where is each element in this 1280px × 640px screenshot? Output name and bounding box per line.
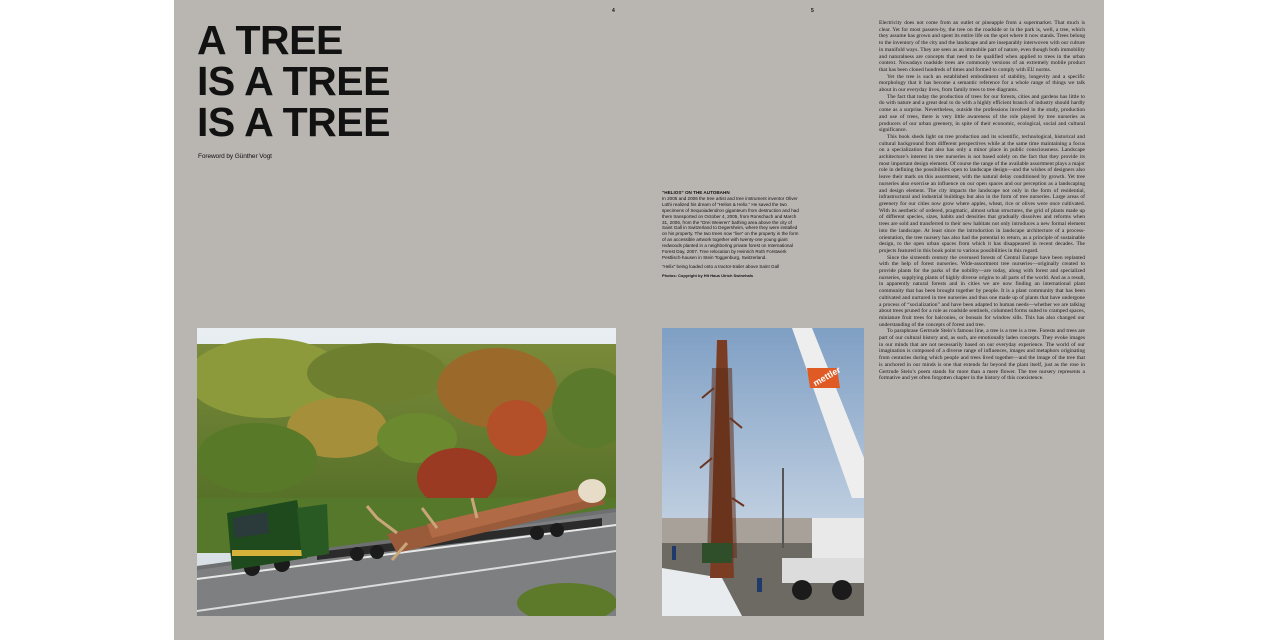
body-paragraph: Since the sixteenth century the overused forests of Central Europe have been replanted with the help of forest nurseries. Wide-assortment tree nurseries—originally created to provide plants for the parks of the nobility—are today, along with forest and specialized nurseries, supplying plants of highly diverse origins to all parts of the world. And as a result, in apparently natural forests and in cities we are now finding an international plant community that has been brought together by people. It is a plant community that has been cultivated and nurtured in tree nurseries and thus one made up of plants that have undergone a process of “socialization” and have been adapted to human needs—whether we are talking about trees pruned for a role as roadside sentinels, columned forms suited to cramped spaces, miniature fruit trees for balconies, or bonsais for window sills. This has also changed our understanding of the concepts of forest and tree. bbox=[879, 254, 1085, 328]
page-number-right: 5 bbox=[811, 8, 814, 14]
photo-caption-block bbox=[662, 190, 802, 282]
truck-tree-photo bbox=[197, 328, 616, 616]
photo-caption: “Helix” being loaded onto a tractor-trailer above Saint Gall bbox=[662, 263, 780, 269]
body-text bbox=[879, 20, 1085, 382]
book-spread bbox=[174, 0, 1104, 640]
crane-tree-photo bbox=[662, 328, 864, 616]
title-line: IS A TREE bbox=[197, 58, 390, 104]
body-paragraph: Electricity does not come from an outlet or pineapple from a supermarket. That much is clear. Yet for most passers-by, the tree on the roadside or in the park is, well, a tree, which they assume has grown and spent its entire life on the spot where it now stands. Trees belong to the inventory of the city and the landscape and are inseparably interwoven with our culture in manifold ways. They are seen as an immobile part of nature, even though both immobility and naturalness are concepts that need to be qualified when applied to trees in the urban context. Nowadays roadside trees are commonly versions of an extremely mobile product that has been cloned hundreds of times and formed to comply with EU norms. bbox=[879, 20, 1085, 73]
body-paragraph: Yet the tree is such an established embodiment of stability, longevity and a specific morphology that it has become a semantic reference for a whole range of things we talk about in our everyday lives, from family trees to tree diagrams. bbox=[879, 73, 1085, 94]
body-paragraph: To paraphrase Gertrude Stein’s famous line, a tree is a tree is a tree. Forests and trees are part of our cultural history and, as such, are emotionally laden concepts. They evoke images in our minds that are not necessarily based on our everyday experience. The world of our imagination is composed of a diverse range of influences, images and metaphors originating from centuries during which people and trees lived together—and the image of the tree that is anchored in our minds is one that extends far beyond the plant itself, just as the rose in Gertrude Stein’s poem stands for more than a mere flower. The tree nursery represents a formative and yet often forgotten chapter in the history of this coexistence. bbox=[879, 328, 1085, 382]
chapter-title bbox=[197, 17, 390, 145]
caption-text: In 2005 and 2006 the tree artist and tree instrument inventor Oliver Lüthi realized his dream of “Helios & Helix.” He saved the two specimens of Sequoiadendron giganteum from destruction and had them transported on October 4, 2005, from Ronschach and March 31, 2006, from the “Drei Weieren” bathing area above the city of Saint Gall in Switzerland to Degersheim, where they were installed on his property. The two trees now “live” on the property in the form of an accessible artwork together with twenty-one young giant redwoods planted in a neighboring private forest on International Forest Day, 2007. Tree relocation by Heinrich Roth Forstwerk Pestlisch-hausen in Stein Toggenburg, Switzerland. bbox=[662, 195, 799, 260]
foreword-byline: Foreword by Günther Vogt bbox=[198, 153, 272, 160]
crane-brand-text: mettler bbox=[811, 364, 843, 389]
photo-credit: Photos: Copyright by Hit Haus Ulrich Swinehals bbox=[662, 272, 754, 278]
title-line: A TREE bbox=[197, 17, 343, 63]
body-paragraph: This book sheds light on tree production and its scientific, technological, historical and cultural background from different perspectives while at the same time maintaining a focus on a specialization that also has only a minor place in public consciousness. Landscape architecture’s interest in tree nurseries is not based solely on the fact that they provide its most important design element. Of course the range of the available assortment plays a major role in defining the possibilities open to landscape design—and the wishes of designers also leave their mark on this assortment, with the natural delay conditioned by growth. Yet tree nurseries also exercise an influence on our open spaces and our perception as a landscaping and design element. The city impacts the landscape not only in the form of residential, infrastructural and industrial buildings but also in the form of tree nurseries. Large areas of greenery for our cities now grow where apples, wheat, rice or olives were once cultivated. With its aesthetic of ordered, pragmatic, almost urban structures, the grid of plants made up of different species, sizes, habits and densities that gradually dissolves and reforms when trees are sold and transferred to their new habitats not only introduces a new formal element into the landscape. At least since the introduction in landscape architecture of a process-orientation, the tree nursery has also had the potential to return, as a principle of sustainable design, to the open urban spaces from which it has disappeared in recent decades. The projects featured in this book point to various possibilities in this regard. bbox=[879, 133, 1085, 254]
title-line: IS A TREE bbox=[197, 99, 390, 145]
caption-heading: “HELIOS” ON THE AUTOBAHN bbox=[662, 190, 730, 195]
body-paragraph: The fact that today the production of trees for our forests, cities and gardens has little to do with nature and a great deal to do with a highly efficient branch of industry should hardly come as a surprise. Nevertheless, outside the professions involved in the study, production and use of trees, there is very little awareness of the role played by tree nurseries as producers of our urban greenery, in spite of their economic, ecological, social and cultural significance. bbox=[879, 93, 1085, 134]
page-number-left: 4 bbox=[612, 8, 615, 14]
